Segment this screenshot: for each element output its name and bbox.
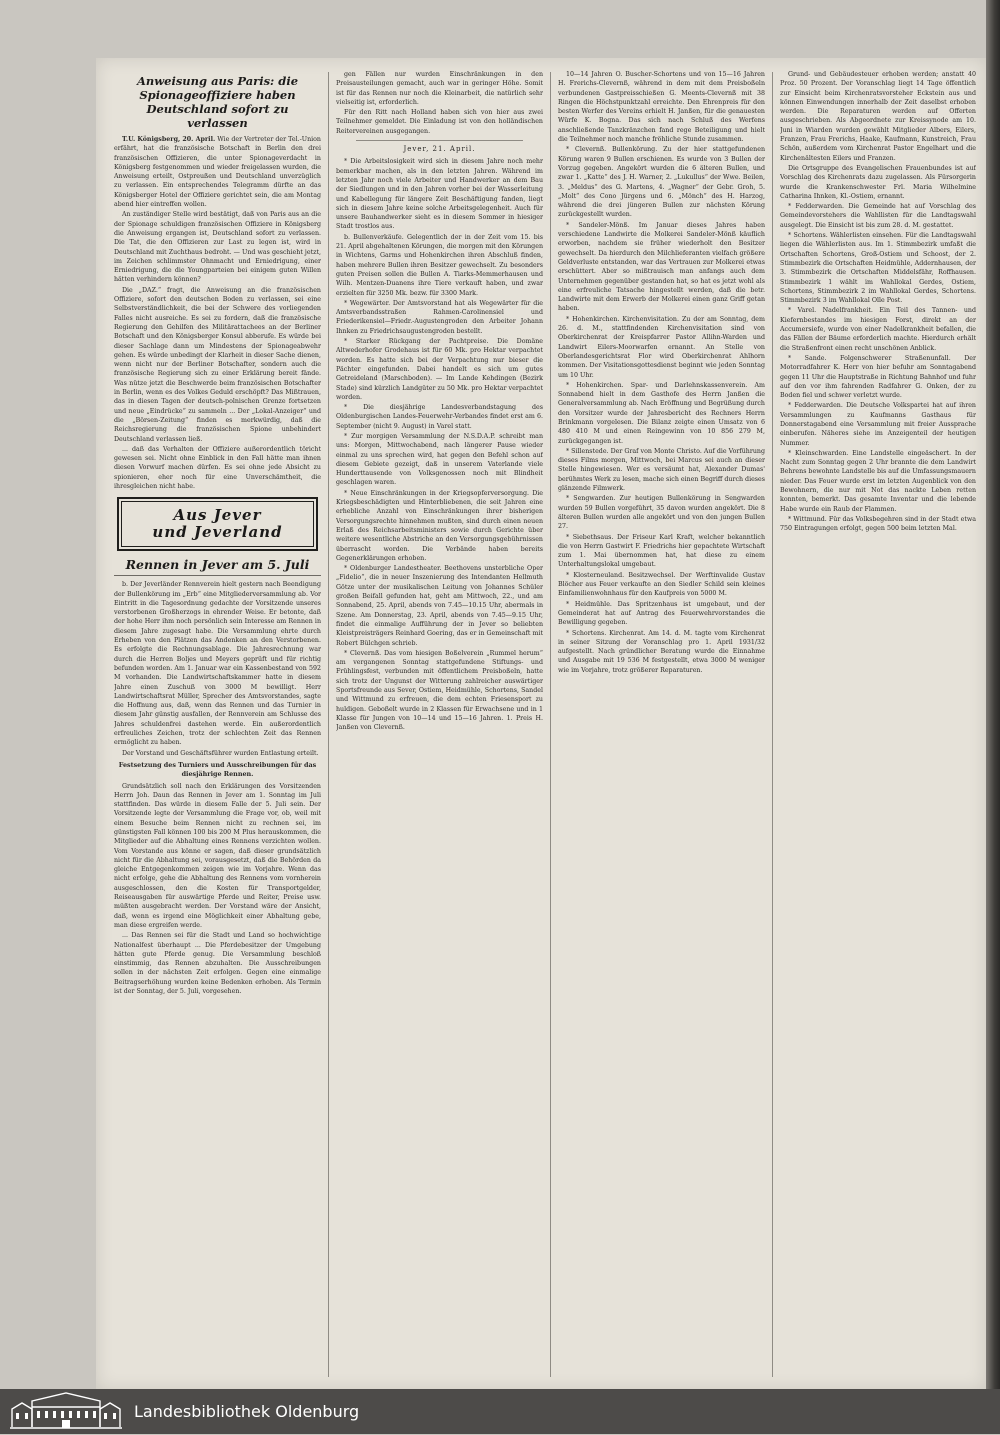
article-paragraph: Die Ortsgruppe des Evangelischen Frauenbundes ist auf Vorschlag des Kirchenrats dazu zugelassen. Als Fürsorgerin wurde die Krankenschwester Frl. Maria Wilhelmine Catharina Ihnken, Kl.-Ostiem, ernannt. bbox=[780, 164, 976, 200]
headline-spionage: Anweisung aus Paris: die Spionageoffiziere haben Deutschland sofort zu verlassen bbox=[136, 74, 299, 130]
article-paragraph: * Klosterneuland. Besitzwechsel. Der Werftinvalide Gustav Blöcher aus Feuer verkaufte an den Siedler Schild sein kleines Einfamilienwohnhaus für den Kaufpreis von 5000 M. bbox=[558, 571, 765, 598]
article-paragraph: 10—14 Jahren O. Buscher-Schortens und von 15—16 Jahren H. Frerichs-Clevernß, während in dem mit dem Preisboßeln verbundenen Gastpreisschießen G. Meents-Clevernß mit 38 Ringen die Höchstpunktzahl erreichte. Den Ehrenpreis für den besten Werfer des Vereins erhielt H. Janßen, für die genauesten Würfe K. Bogna. Das sich nach Schluß des Werfens anschließende Tanzkränzchen fand rege Beteiligung und hielt die Teilnehmer noch manche fröhliche Stunde zusammen. bbox=[558, 71, 765, 144]
article-paragraph: Für den Ritt nach Holland haben sich von hier aus zwei Teilnehmer gemeldet. Die Einladung ist von den holländischen Reitervereinen ausgegangen. bbox=[336, 109, 543, 135]
article-paragraph: * Sillenstede. Der Graf von Monte Christo. Auf die Vorführung dieses Films morgen, Mittwoch, bei Marcus sei auch an dieser Stelle hingewiesen. Wer es versäumt hat, Alexander Dumas' berühmtes Werk zu lesen, mache sich einen Begriff durch dieses glänzende Filmwerk. bbox=[558, 447, 765, 493]
article-paragraph: * Zur morgigen Versammlung der N.S.D.A.P. schreibt man uns: Morgen, Mittwochabend, nach längerer Pause wieder einmal zu uns sprechen wird, hat gegen den Befehl schon auf diesem Gebiete gezeigt, daß in unserem Vaterlande viele Hunderttausende von Volksgenossen noch mit Blindheit geschlagen waren. bbox=[336, 432, 543, 487]
section-title-line2: und Jeverland bbox=[152, 523, 283, 542]
article-paragraph bbox=[114, 135, 321, 209]
article-paragraph: * Varel. Nadelfrankheit. Ein Teil des Tannen- und Kiefernbestandes im hiesigen Forst, direkt an der Accumersiefe, wurde von einer Nadelkrankheit befallen, die das Fällen der Bäume erforderlich machte. Hierdurch erhält die Straßenfront einen recht unschönen Anblick. bbox=[780, 307, 976, 352]
article-paragraph: b. Der Jeverländer Rennverein hielt gestern nach Beendigung der Bullenkörung im „Erb“ eine Mitgliederversammlung ab. Vor Eintritt in die Tagesordnung gedachte der Vorsitzende unseres verstorbenen Großherzogs in ehrender Weise. Er betonte, daß der hohe Herr ihm noch persönlich sein Interesse am Rennen in diesem Jahre zugesagt habe. Die Versammlung ehrte durch Erheben von den Plätzen das Andenken an den Verstorbenen. Es erfolgte die Rechnungsablage. Die Jahresrechnung war durch die Herren Boljes und Meyers geprüft und für richtig befunden worden. Am 1. Januar war ein Kassenbestand von 592 M vorhanden. Die Landwirtschaftskammer hatte in diesem Jahre einen Zuschuß von 3000 M bewilligt. Herr Landwirtschaftsrat Müller, Sprecher des Amtsvorstandes, sagte die Hoffnung aus, daß, wenn das Rennen und das Turnier in diesem Jahr günstig ausfallen, der Rennverein am Schlusse des Jahres schuldenfrei dastehen werde. Ein außerordentlich erfreuliches Zeichen, trotz der schlechten Zeit das Rennen ermöglicht zu haben. bbox=[114, 581, 321, 747]
subheading-festsetzung: Festsetzung des Turniers und Ausschreibungen für das diesjährige Rennen. bbox=[118, 760, 317, 779]
column-1 bbox=[114, 70, 321, 1382]
dateline-lead: T.U. Königsberg, 20. April. bbox=[122, 136, 216, 143]
article-paragraph: ... Das Rennen sei für die Stadt und Land so hochwichtige Nationalfest überhaupt ... Die Pferdebesitzer der Umgebung hätten gute Pferde genug. Die Versammlung beschloß einstimmig, das Rennen abzuhalten. Die Ausschreibungen sollen in der nächsten Zeit erfolgen. Gegen eine einmalige Beitragserhöhung wurden keine Bedenken erhoben. Als Termin ist der Sonntag, der 5. Juli, vorgesehen. bbox=[114, 932, 321, 996]
book-spine-edge bbox=[986, 0, 1000, 1434]
article-paragraph: * Hohenkirchen. Spar- und Darlehnskassenverein. Am Sonnabend hielt in dem Gasthofe des Herrn Janßen die Generalversammlung ab. Nach Eröffnung und Begrüßung durch den Vorsitzer wurde der Jahresbericht des Rechners Herrn Brinkmann vorgelesen. Die Bilanz zeigte einen Umsatz von 6 480 410 M und einen Reingewinn von 10 856 279 M, zurückgegangen ist. bbox=[558, 381, 765, 445]
article-paragraph: b. Bullenverkäufe. Gelegentlich der in der Zeit vom 15. bis 21. April abgehaltenen Körungen, die morgen mit den Körungen in Wichtens, Garms und Hohenkirchen ihren Abschluß finden, haben mehrere Bullen ihren Besitzer gewechselt. Zu besonders guten Preisen sollen die Bullen A. Tiarks-Memmerhausen und Wilh. Mentzen-Duanens ihre Tiere verkauft haben, und zwar erzielten für 3250 Mk. bezw. für 3300 Mark. bbox=[336, 233, 543, 297]
newspaper-sheet bbox=[96, 58, 986, 1390]
dateline-jever: Jever, 21. April. bbox=[403, 145, 476, 154]
article-paragraph: Grundsätzlich soll nach den Erklärungen des Vorsitzenden Herrn Joh. Daun das Rennen in Jever am 1. Sonntag im Juli stattfinden. Das würde in diesem Falle der 5. Juli sein. Der Vorsitzende legte der Versammlung die Frage vor, ob, weil mit einem Besuche beim Rennen nicht zu rechnen sei, im günstigsten Fall können 100 bis 200 M Plus herauskommen, die Mitglieder auf die Abhaltung eines Rennens verzichten wollen. Vom Vorstande aus könne er sagen, daß dieser grundsätzlich nicht für die Abhaltung sei, vorausgesetzt, daß die Behörden da gleiche Entgegenkommen zeigen wie im Vorjahre. Wenn das nicht erfolge, gehe die Abhaltung des Rennens vom vornherein ausgeschlossen, den die Kosten für Transportgelder, Reiseausgaben für auswärtige Pferde und Reiter, Preise usw. müßten ausgebracht werden. Der Vorstand wäre der Ansicht, daß, wenn es irgend eine Möglichkeit einer Abhaltung gebe, man diese ergreifen werde. bbox=[114, 782, 321, 929]
article-paragraph: * Sandeler-Mönß. Im Januar dieses Jahres haben verschiedene Landwirte die Molkerei Sandeler-Mönß käuflich erworben, nachdem sie früher wiederholt den Besitzer gewechselt. Da hierdurch den Milchlieferanten vielfach größere Geldverluste entstanden, war das Vertrauen zur Molkerei etwas erschüttert. Aber so mißtrauisch man anfangs auch dem Unternehmen gegenüber gestanden hat, so hat es jetzt wohl als eine erfreuliche Tatsache hingestellt werden, daß die betr. Landwirte mit dem Erwerb der Molkerei einen ganz Griff getan haben. bbox=[558, 221, 765, 313]
article-paragraph: * Wittmund. Für das Volksbegehren sind in der Stadt etwa 750 Eintragungen erfolgt, gegen 500 beim letzten Mal. bbox=[780, 515, 976, 533]
article-paragraph: Die „DAZ.“ fragt, die Anweisung an die französischen Offiziere, sofort den deutschen Boden zu verlassen, sei eine Selbstverständlichkeit, die bei der Schwere des vorliegenden Falles nicht ausreiche. Es sei zu fordern, daß die französische Regierung den Gehilfen des Militärattachees an der Berliner Botschaft und den Königsberger Konsul abberufe. Es würde bei dieser Sachlage dann um Mindestens der Spionageabwehr gehen. Es würde unbedingt der Klarheit in dieser Sache dienen, wenn nicht nur der Berliner Botschafter, sondern auch die französische Regierung sich zu einer Erklärung bereit fände. Was nütze jetzt die Beschwerde beim französischen Botschafter in Berlin, wenn es des Volkes Geduld erschöpft? Das Mißtrauen, das in diesen Tagen der deutsch-polnischen Grenze fortsetzen und neue „Eindrücke“ zu sammeln ... Der „Lokal-Anzeiger“ und die „Börsen-Zeitung“ finden es merkwürdig, daß die Reichsregierung die französischen Spione unbehindert Deutschland verlassen ließ. bbox=[114, 286, 321, 443]
article-paragraph: * Schortens. Wählerlisten einsehen. Für die Landtagswahl liegen die Wählerlisten aus. Im 1. Stimmbezirk umfaßt die Ortschaften Schortens, Groß-Ostiem und Schoost, der 2. Stimmbezirk die Ortschaften Heidmühle, Addernhausen, der 3. Stimmbezirk die Ortschaften Middelsfähr, Roffhausen. Stimmbezirk 1 wählt im Wahllokal Gerdes, Ostiem, Schortens, Stimmbezirk 2 im Wahllokal Gerdes, Schortens. Stimmbezirk 3 im Wahllokal Olle Post. bbox=[780, 232, 976, 305]
column-rule bbox=[550, 72, 551, 1377]
article-paragraph: * Fedderwarden. Die Gemeinde hat auf Vorschlag des Gemeindevorstehers die Wahllisten für die Landtagswahl ausgelegt. Die Einsicht ist bis zum 28. d. M. gestattet. bbox=[780, 203, 976, 229]
headline-rennen: Rennen in Jever am 5. Juli bbox=[114, 557, 321, 576]
article-paragraph: * Kleinschwarden. Eine Landstelle eingeäschert. In der Nacht zum Sonntag gegen 2 Uhr brannte die dem Landwirt Behrens bewohnte Landstelle bis auf die Umfassungsmauern nieder. Das Feuer wurde erst im letzten Augenblick von den Bewohnern, die nur mit Not das nackte Leben retten konnten, bemerkt. Das gesamte Inventar und die lebende Habe wurde ein Raub der Flammen. bbox=[780, 449, 976, 513]
article-paragraph: * Fedderwarden. Die Deutsche Volkspartei hat auf ihren Versammlungen zu Kaufmanns Gasthaus für Donnerstagabend eine Versammlung mit freier Aussprache einberufen. Näheres siehe im Anzeigenteil der heutigen Nummer. bbox=[780, 402, 976, 447]
article-paragraph: * Clevernß. Das vom hiesigen Boßelverein „Rummel herum“ am vergangenen Sonntag stattgefundene Stiftungs- und Frühlingsfest, verbunden mit öffentlichem Preisboßeln, hatte sich trotz der Ungunst der Witterung zahlreicher auswärtiger Sportsfreunde aus Sever, Ostiem, Heidmühle, Schortens, Sandel und Wittmund zu erfreuen, die dem echten Friesensport zu huldigen. Geboßelt wurde in 2 Klassen für Erwachsene und in 1 Klasse für Jungen von 10—14 und 15—16 Jahren. 1. Preis H. Janßen von Clevernß. bbox=[336, 649, 543, 732]
article-paragraph: * Wegewärter. Der Amtsvorstand hat als Wegewärter für die Amtsverbandsstraßen Rahmen-Carolinensiel und Friederikensiel—Friedr.-Augustengroden den Arbeiter Johann Ihnken zu Friedrichsaugustengroden bestellt. bbox=[336, 299, 543, 335]
library-name[interactable]: Landesbibliothek Oldenburg bbox=[134, 1402, 360, 1421]
divider bbox=[356, 140, 523, 141]
article-paragraph: * Die Arbeitslosigkeit wird sich in diesem Jahre noch mehr bemerkbar machen, als in den letzten Jahren. Während im letzten Jahr noch viele Arbeiter und Handwerker an dem Bau der Siedlungen und in den Jahren vorher bei der Wasserleitung und Kabellegung für längere Zeit Beschäftigung fanden, liegt sich in diesem Jahre keine solche Arbeitsgelegenheit. Auch für unsere Bauhandwerker sieht es in diesem Sommer in hiesiger Stadt trostlos aus. bbox=[336, 158, 543, 231]
section-header-box bbox=[117, 497, 318, 551]
library-building-logo-icon[interactable] bbox=[8, 1391, 124, 1431]
column-rule bbox=[772, 72, 773, 1377]
column-3 bbox=[558, 70, 765, 1382]
article-paragraph: * Die diesjährige Landesverbandstagung des Oldenburgischen Landes-Feuerwehr-Verbandes findet erst am 6. September (nicht 9. August) in Varel statt. bbox=[336, 404, 543, 430]
article-paragraph: * Starker Rückgang der Pachtpreise. Die Domäne Altwederhofer Grodehaus ist für 60 Mk. pro Hektar verpachtet worden. Es hatte sich bei der Verpachtung nur bieser die Pächter eingefunden. Dabei handelt es sich um gutes Getreideland (Marschboden). — Im Lande Kehdingen (Bezirk Stade) sind kürzlich Landgüter zu 50 Mk. pro Hektar verpachtet worden. bbox=[336, 338, 543, 401]
column-4 bbox=[780, 70, 976, 1382]
column-2 bbox=[336, 70, 543, 1382]
column-rule bbox=[328, 72, 329, 1377]
article-paragraph: * Sande. Folgenschwerer Straßenunfall. Der Motorradfahrer K. Herr von hier befuhr am Sonntagabend gegen 11 Uhr die Hauptstraße in Richtung Bahnhof und fuhr auf den vor ihm fahrenden Radfahrer G. Onken, der zu Boden fiel und schwer verletzt wurde. bbox=[780, 354, 976, 400]
article-paragraph: An zuständiger Stelle wird bestätigt, daß von Paris aus an die der Spionage schuldigen französischen Offiziere in Königsberg die Anweisung ergangen ist, Deutschland sofort zu verlassen. Die Tat, die den Offizieren zur Last zu legen ist, wird in Deutschland mit Zuchthaus bedroht. — Und was geschieht jetzt, im Zeichen schlimmster Ohnmacht und Erniedrigung, einer Erniedrigung, die die Youngparteien bei einigem guten Willen hätten verhindern können? bbox=[114, 211, 321, 284]
article-paragraph: * Heidmühle. Das Spritzenhaus ist umgebaut, und der Gemeinderat hat auf Antrag des Feuerwehrvorstandes die Bewilligung gegeben. bbox=[558, 600, 765, 627]
paragraph-text: Wie der Vertreter der Tel.-Union erfährt, hat die französische Botschaft in Berlin den drei französischen Offizieren, die unter Spionageverdacht in Königsberg festgenommen und wieder freigelassen wurden, die Anweisung erteilt, Ostpreußen und Deutschland unverzüglich zu verlassen. Ein entsprechendes Telegramm dürfte an das Königsberger Hotel der Offiziere gerichtet sein, die am Montag abend hier eintreffen wollen. bbox=[114, 136, 321, 209]
article-paragraph: gen Fällen nur wurden Einschränkungen in den Preisausteilungen gemacht, auch war in geringer Höhe. Somit ist für das Rennen nur noch die Kleinarbeit, die natürlich sehr vielseitig ist, erforderlich. bbox=[336, 71, 543, 106]
footer-bar bbox=[0, 1389, 1000, 1434]
article-paragraph: * Schortens. Kirchenrat. Am 14. d. M. tagte vom Kirchenrat in seiner Sitzung der Voranschlag pro 1. April 1931/32 aufgestellt. Nach gründlicher Beratung wurde die Einnahme und Ausgabe mit 19 536 M festgestellt, etwa 3000 M weniger wie im Vorjahre, trotz größerer Reparaturen. bbox=[558, 629, 765, 674]
article-paragraph: * Siebethsaus. Der Friseur Karl Kraft, welcher bekanntlich die von Herrn Gastwirt F. Friedrichs hier gepachtete Wirtschaft zum 1. Mai übernommen hat, hat diese zu einem Unterhaltungslokal umgebaut. bbox=[558, 533, 765, 569]
section-title-line1: Aus Jever bbox=[173, 506, 262, 525]
article-paragraph: ... daß das Verhalten der Offiziere außerordentlich töricht gewesen sei. Nicht ohne Einblick in den Fall hätte man ihnen diesen Vorwurf machen dürfen. Es sei ohne jede Absicht zu spionieren, eher noch für eine Unverschämtheit, die ihresgleichen nicht habe. bbox=[114, 445, 321, 490]
article-paragraph: * Sengwarden. Zur heutigen Bullenkörung in Sengwarden wurden 59 Bullen vorgeführt, 35 davon wurden angekört. Die 8 älteren Bullen wurden alle angekört und von den jungen Bullen 27. bbox=[558, 495, 765, 531]
article-paragraph: * Clevernß. Bullenkörung. Zu der hier stattgefundenen Körung waren 9 Bullen erschienen. Es wurde von 3 Bullen der Vorzug gegeben. Angekört wurden die 6 älteren Bullen, und zwar 1. „Katte“ des J. H. Warner, 2. „Lukullus“ der Wwe. Beilen, 3. „Meldus“ des G. Martens, 4. „Wagner“ der Gebr. Groh, 5. „Molt“ des Cono Jürgens und 6. „Mönch“ des H. Harzog, während die drei jüngeren Bullen zur nächsten Körung zurückgestellt wurden. bbox=[558, 146, 765, 219]
article-paragraph: * Neue Einschränkungen in der Kriegsopferversorgung. Die Kriegsbeschädigten und Hinterbliebenen, die seit Jahren eine erhebliche Anzahl von Einschränkungen ihrer bisherigen Versorgungsrechte hinnehmen mußten, sind durch einen neuen Erlaß des Reichsarbeitsministers sowie durch Gerichte über weitere wesentliche Abstriche an den Versorgungsgebührnissen überrascht worden. Die Verbände haben bereits Gegenerklärungen erhoben. bbox=[336, 489, 543, 562]
article-paragraph: * Oldenburger Landestheater. Beethovens unsterbliche Oper „Fidelio“, die in neuer Inszenierung des Intendanten Hellmuth Götze unter der musikalischen Leitung von Johannes Schüler großen Beifall gefunden hat, geht am Mittwoch, 22., und am Sonnabend, 25. April, abends von 7.45—10.15 Uhr, abermals in Szene. Am Donnerstag, 23. April, abends von 7.45—9.15 Uhr, findet die einmalige Aufführung der in Jever so beliebten Kleistpreisträgers Reinhard Goering, das er in Gemeinschaft mit Robert Bülchgen schrieb. bbox=[336, 565, 543, 647]
article-paragraph: Der Vorstand und Geschäftsführer wurden Entlastung erteilt. bbox=[122, 749, 319, 757]
section-header-inner bbox=[121, 501, 314, 547]
article-paragraph: * Hohenkirchen. Kirchenvisitation. Zu der am Sonntag, dem 26. d. M., stattfindenden Kirchenvisitation sind von Oberkirchenrat der Kreispfarrer Pastor Allihn-Warden und Landwirt Eilers-Moorwarfen ernannt. An Stelle von Oberlandesgerichtsrat Flor wird Oberkirchenrat Ahlhorn kommen. Der Visitationsgottesdienst beginnt wie jeden Sonntag um 10 Uhr. bbox=[558, 315, 765, 379]
article-paragraph: Grund- und Gebäudesteuer erhoben werden; anstatt 40 Proz. 50 Prozent. Der Voranschlag liegt 14 Tage öffentlich zur Einsicht beim Kirchenratsvorsteher Eckstein aus und können Einwendungen innerhalb der Zeit daselbst erhoben werden. Die Reparaturen werden auf Offerten ausgeschrieben. Als Abgeordnete zur Kreissynode am 10. Juni in Wiarden wurden gewählt Mitglieder Albers, Eilers, Franzen, Frau Frerichs, Haake, Kaufmann, Kunstreich, Frau Schön, außerdem vom Kirchenrat Pastor Engelhart und die Kirchenältesten Eilers und Franzen. bbox=[780, 71, 976, 162]
